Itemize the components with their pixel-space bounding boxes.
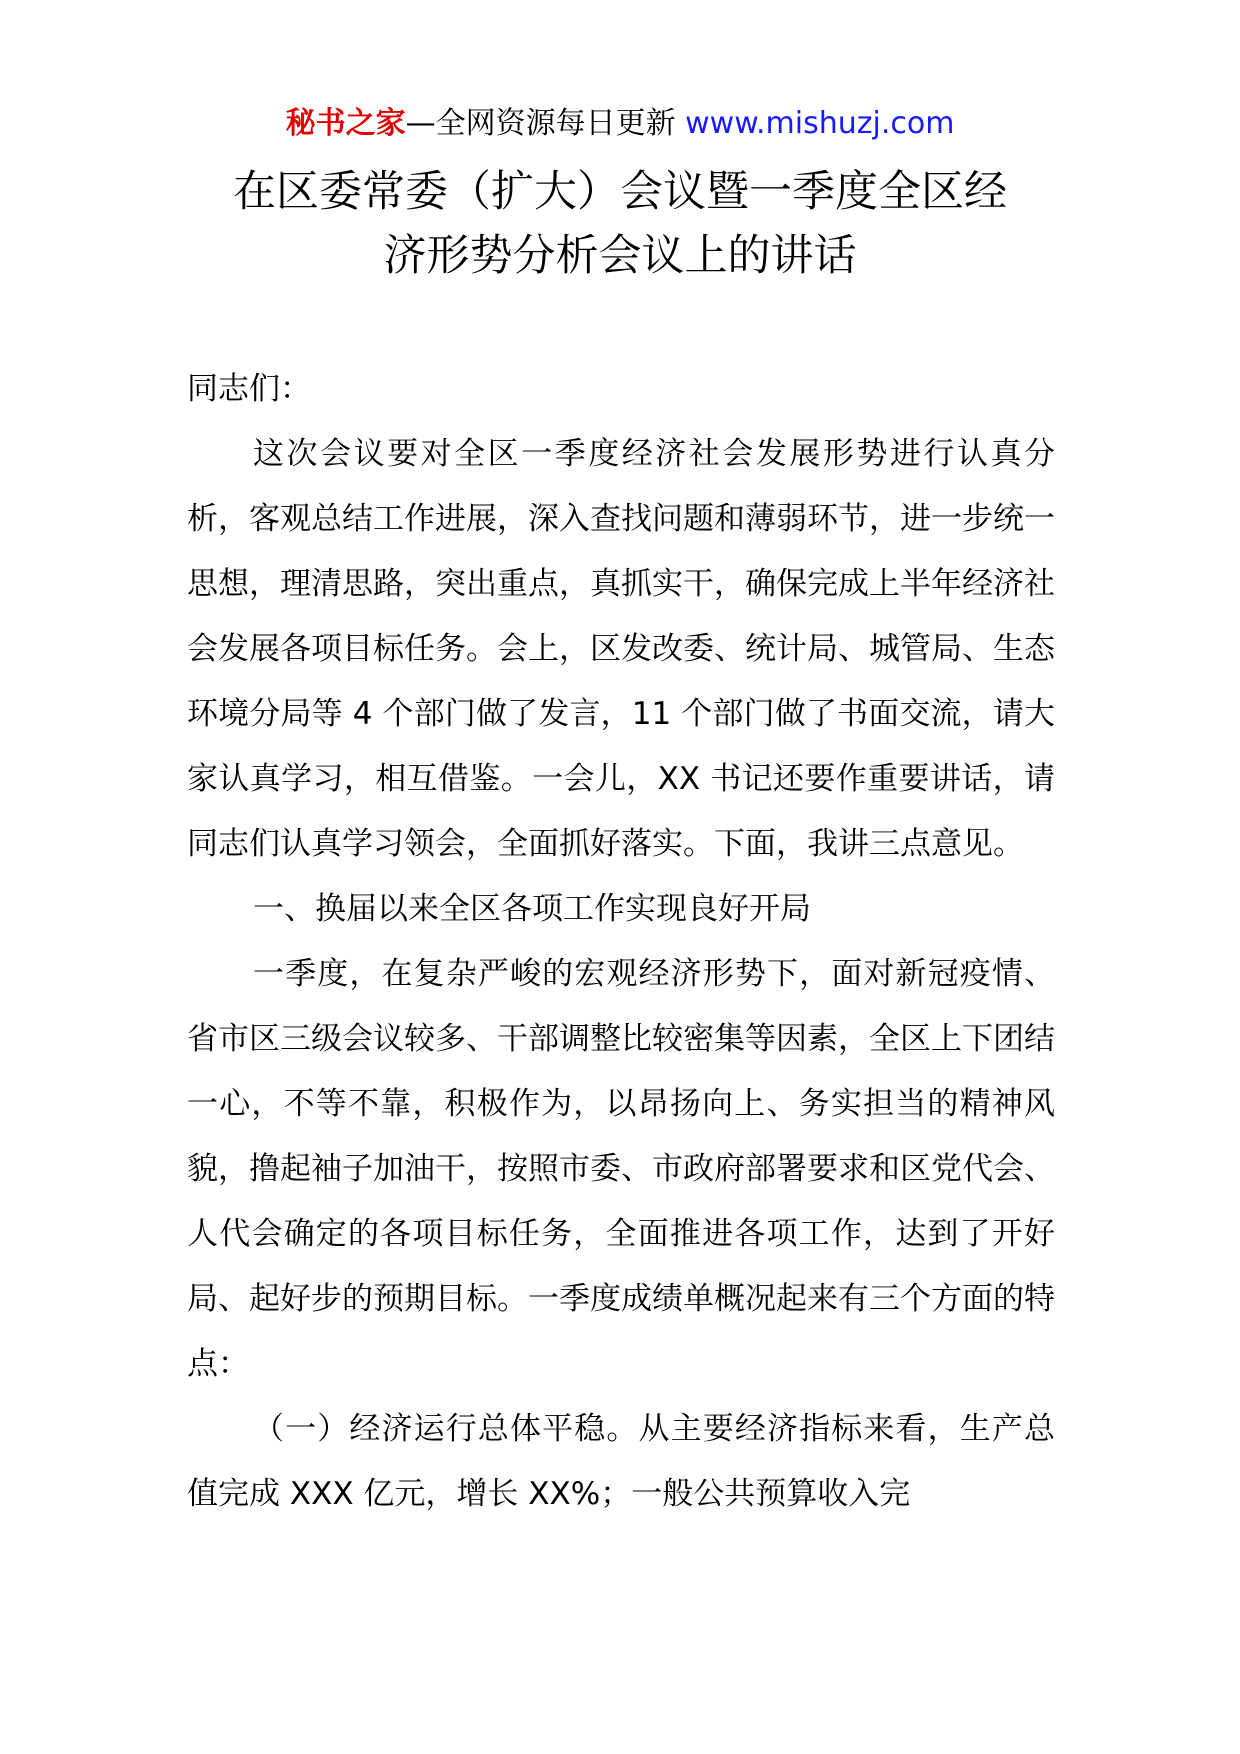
salutation: 同志们： (187, 371, 311, 407)
section-heading-1: 一、换届以来全区各项工作实现良好开局 (253, 891, 811, 927)
banner-url-link[interactable]: www.mishuzj.com (685, 106, 955, 141)
paragraph-economy: （一）经济运行总体平稳。从主要经济指标来看，生产总值完成 XXX 亿元，增长 XX%；一般公共预算收入完 (187, 1411, 1055, 1512)
title-line-2: 济形势分析会议上的讲话 (383, 231, 857, 281)
paragraph-intro: 这次会议要对全区一季度经济社会发展形势进行认真分析，客观总结工作进展，深入查找问题和薄弱环节，进一步统一思想，理清思路，突出重点，真抓实干，确保完成上半年经济社会发展各项目标任务。会上，区发改委、统计局、城管局、生态环境分局等 4 个部门做了发言，11 个部门做了书面交流，请大家认真学习，相互借鉴。一会儿，XX 书记还要作重要讲话，请同志们认真学习领会，全面抓好落实。下面，我讲三点意见。 (187, 436, 1055, 862)
document-title (150, 160, 1090, 288)
paragraph-q1-overview: 一季度，在复杂严峻的宏观经济形势下，面对新冠疫情、省市区三级会议较多、干部调整比较密集等因素，全区上下团结一心，不等不靠，积极作为，以昂扬向上、务实担当的精神风貌，撸起袖子加油干，按照市委、市政府部署要求和区党代会、人代会确定的各项目标任务，全面推进各项工作，达到了开好局、起好步的预期目标。一季度成绩单概况起来有三个方面的特点： (187, 956, 1055, 1382)
banner-brand: 秘书之家 (285, 106, 406, 141)
site-banner (0, 102, 1240, 146)
title-line-1: 在区委常委（扩大）会议暨一季度全区经 (233, 167, 1007, 217)
banner-slogan: —全网资源每日更新 (405, 106, 676, 141)
document-body (187, 357, 1055, 1527)
